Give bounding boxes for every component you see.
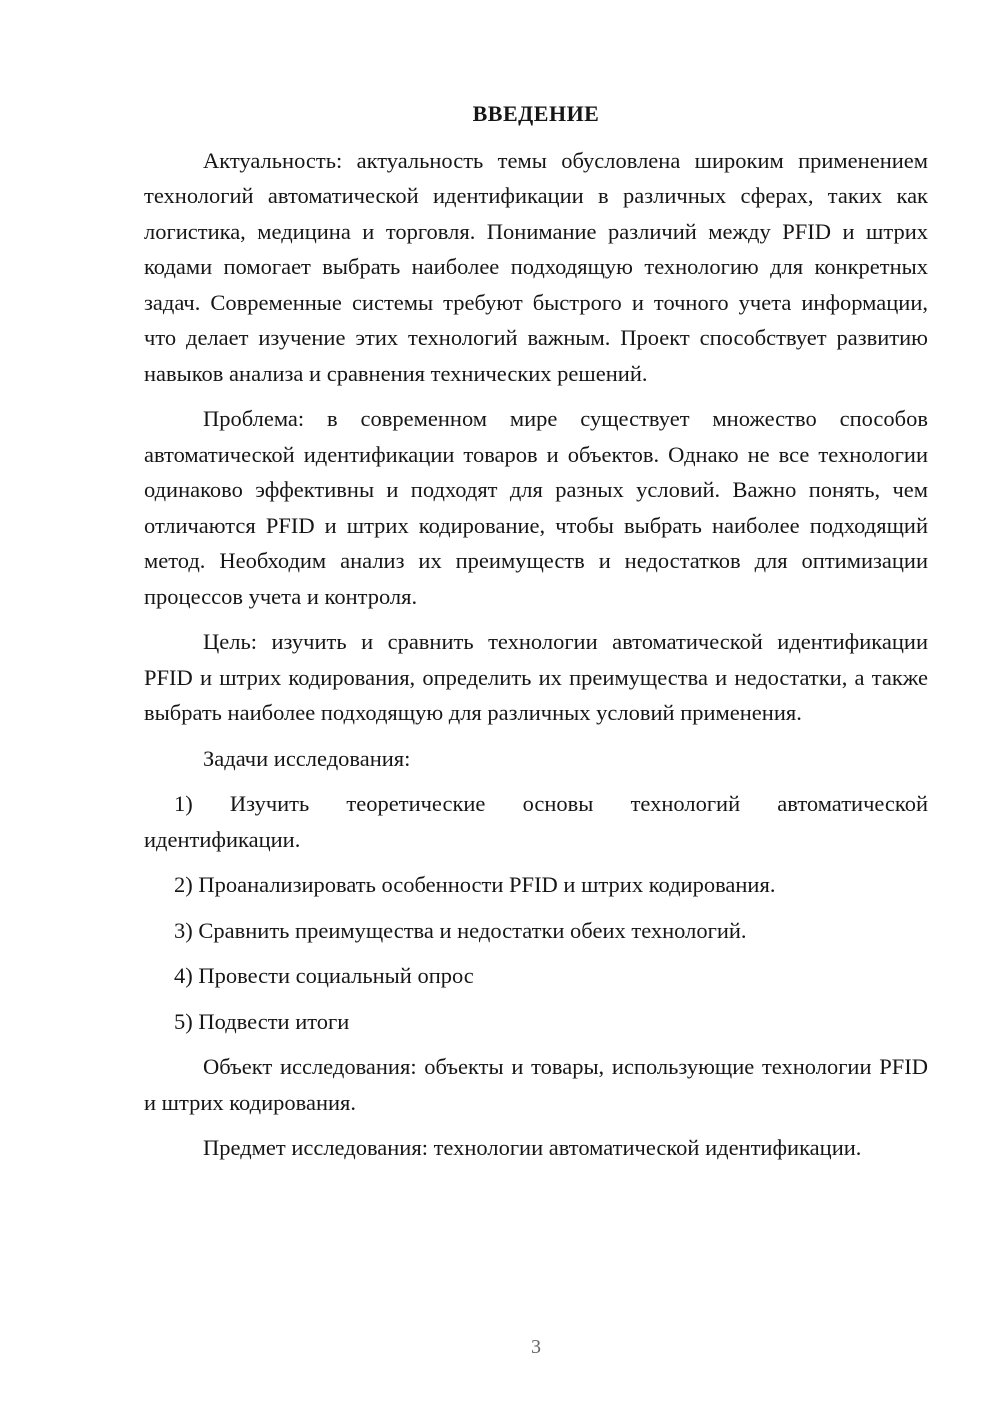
task-item-1: 1) Изучить теоретические основы технологий автоматической идентификации. <box>144 791 928 852</box>
page-number: 3 <box>531 1336 541 1358</box>
task-item-5: 5) Подвести итоги <box>174 1008 350 1034</box>
task-item-4: 4) Провести социальный опрос <box>174 963 474 988</box>
subject-paragraph: Предмет исследования: технологии автоматической идентификации. <box>203 1135 862 1160</box>
page-title: ВВЕДЕНИЕ <box>472 101 600 126</box>
tasks-heading: Задачи исследования: <box>203 745 411 771</box>
document-page <box>144 96 928 1176</box>
task-item-3: 3) Сравнить преимущества и недостатки обеих технологий. <box>174 917 747 943</box>
object-paragraph: Объект исследования: объекты и товары, использующие технологии PFID и штрих кодирования. <box>144 1054 928 1115</box>
task-item-2: 2) Проанализировать особенности PFID и штрих кодирования. <box>174 872 776 897</box>
relevance-paragraph: Актуальность: актуальность темы обусловлена широким применением технологий автоматической идентификации в различных сферах, таких как логистика, медицина и торговля. Понимание различий между PFID и штрих кодами помогает выбрать наиболее подходящую технологию для конкретных задач. Современные системы требуют быстрого и точного учета информации, что делает изучение этих технологий важным. Проект способствует развитию навыков анализа и сравнения технических решений. <box>144 147 928 386</box>
goal-paragraph: Цель: изучить и сравнить технологии автоматической идентификации PFID и штрих кодирования, определить их преимущества и недостатки, а также выбрать наиболее подходящую для различных условий применения. <box>144 629 928 725</box>
problem-paragraph: Проблема: в современном мире существует множество способов автоматической идентификации товаров и объектов. Однако не все технологии одинаково эффективны и подходят для разных условий. Важно понять, чем отличаются PFID и штрих кодирование, чтобы выбрать наиболее подходящий метод. Необходим анализ их преимуществ и недостатков для оптимизации процессов учета и контроля. <box>144 406 928 609</box>
